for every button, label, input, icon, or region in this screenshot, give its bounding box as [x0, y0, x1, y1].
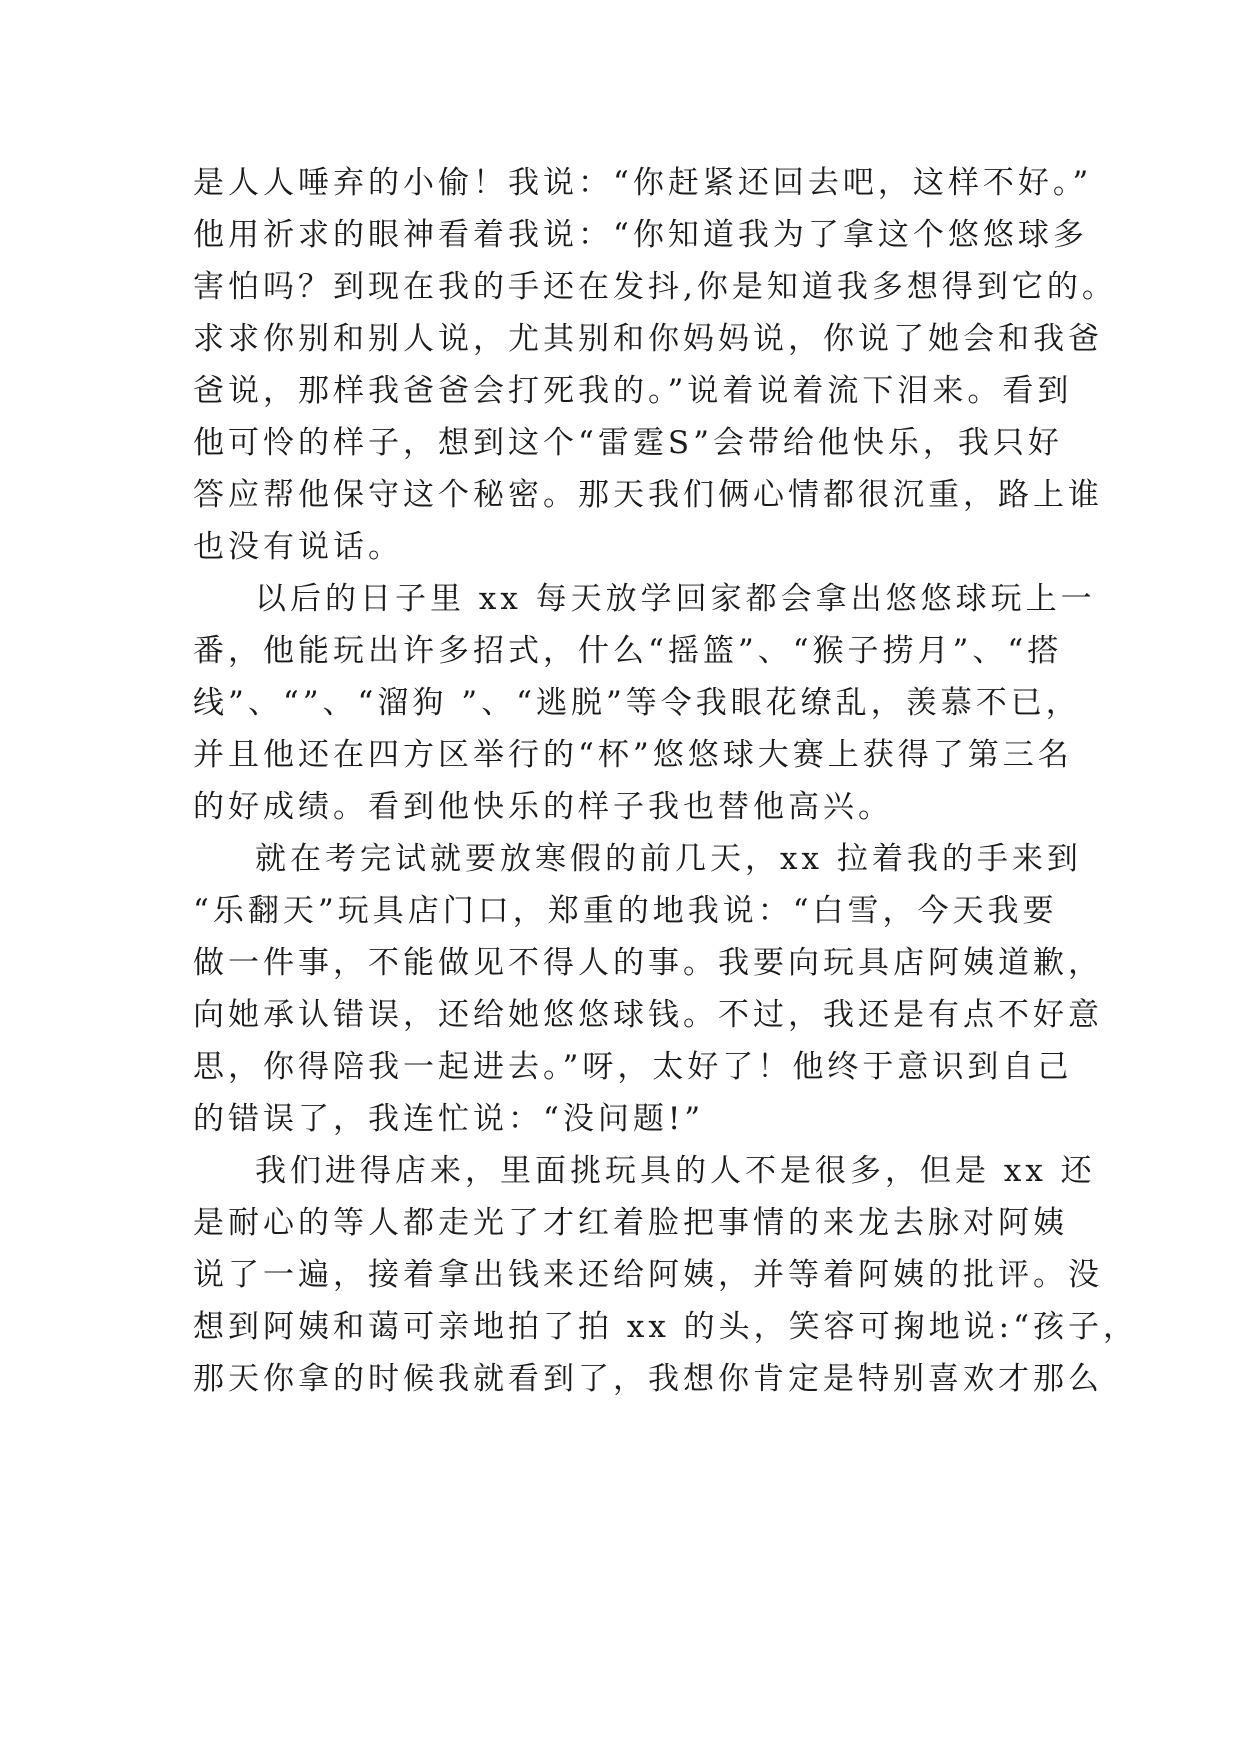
text-line: 的错误了，我连忙说：“没问题!”: [193, 1101, 705, 1137]
text-line: 的好成绩。看到他快乐的样子我也替他高兴。: [193, 789, 893, 825]
text-line: 想到阿姨和蔼可亲地拍了拍 xx 的头，笑容可掬地说:“孩子，: [193, 1309, 1138, 1345]
text-line: 他可怜的样子，想到这个“雷霆S”会带给他快乐，我只好: [193, 425, 1063, 461]
paragraph-first-line: 就在考完试就要放寒假的前几天，xx 拉着我的手来到: [255, 841, 1082, 877]
text-line: 番，他能玩出许多招式，什么“摇篮”、“猴子捞月”、“搭: [193, 633, 1063, 669]
text-line: 是耐心的等人都走光了才红着脸把事情的来龙去脉对阿姨: [193, 1205, 1068, 1241]
paragraph-first-line: 以后的日子里 xx 每天放学回家都会拿出悠悠球玩上一: [255, 581, 1096, 617]
text-line: 害怕吗？到现在我的手还在发抖,你是知道我多想得到它的。: [193, 269, 1117, 305]
paragraph-first-line: 我们进得店来，里面挑玩具的人不是很多，但是 xx 还: [255, 1153, 1096, 1189]
text-line: 做一件事，不能做见不得人的事。我要向玩具店阿姨道歉，: [193, 945, 1103, 981]
text-line: 说了一遍，接着拿出钱来还给阿姨，并等着阿姨的批评。没: [193, 1257, 1103, 1293]
text-line: 线”、“”、“溜狗 ”、“逃脱”等令我眼花缭乱，羡慕不已，: [193, 685, 1081, 721]
text-line: 并且他还在四方区举行的“杯”悠悠球大赛上获得了第三名: [193, 737, 1073, 773]
text-line: 答应帮他保守这个秘密。那天我们俩心情都很沉重，路上谁: [193, 477, 1103, 513]
text-line: 也没有说话。: [193, 529, 403, 565]
text-line: 爸说，那样我爸爸会打死我的。”说着说着流下泪来。看到: [193, 373, 1073, 409]
text-line: 是人人唾弃的小偷！我说：“你赶紧还回去吧，这样不好。”: [193, 165, 1093, 201]
text-line: 那天你拿的时候我就看到了，我想你肯定是特别喜欢才那么: [193, 1361, 1103, 1397]
text-line: 他用祈求的眼神看着我说：“你知道我为了拿这个悠悠球多: [193, 217, 1088, 253]
text-line: 求求你别和别人说，尤其别和你妈妈说，你说了她会和我爸: [193, 321, 1103, 357]
text-line: 向她承认错误，还给她悠悠球钱。不过，我还是有点不好意: [193, 997, 1103, 1033]
text-line: 思，你得陪我一起进去。”呀，太好了！他终于意识到自己: [193, 1049, 1073, 1085]
text-line: “乐翻天”玩具店门口，郑重的地我说：“白雪，今天我要: [193, 893, 1058, 929]
